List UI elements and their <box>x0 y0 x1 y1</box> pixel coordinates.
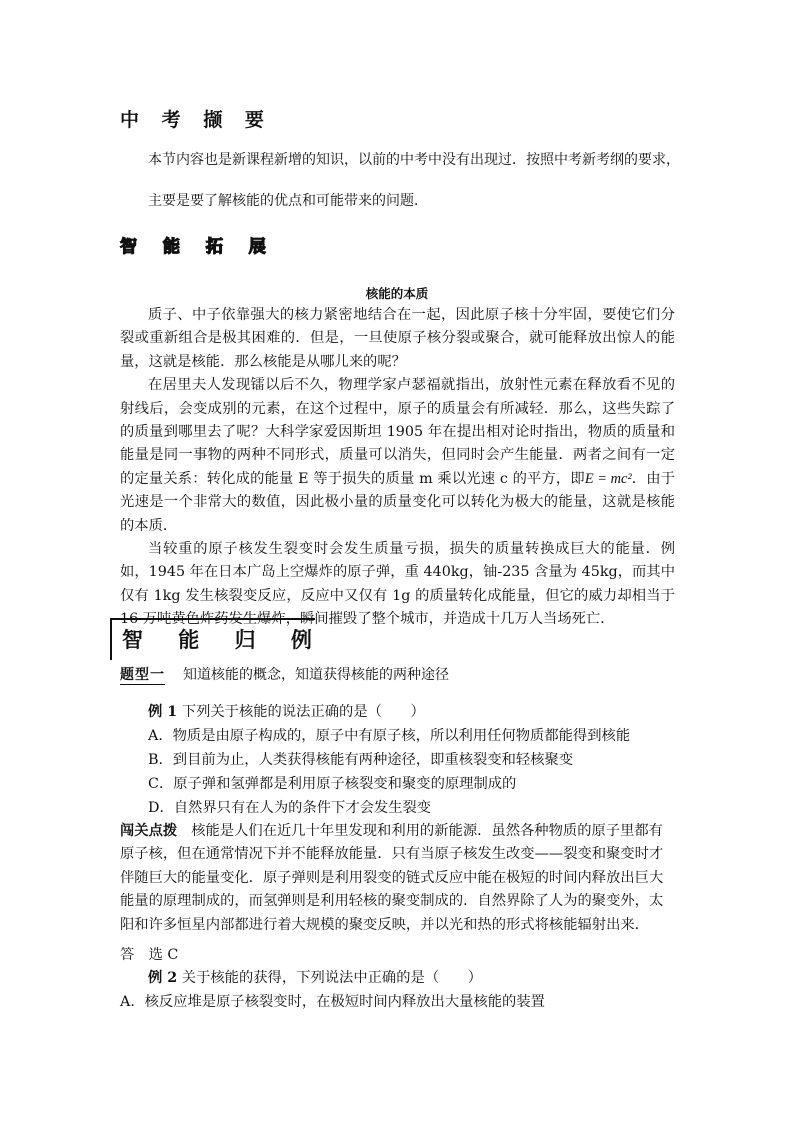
summary-heading: 中 考 撷 要 <box>120 109 272 131</box>
analysis-label: 闯关点拨 <box>120 823 178 839</box>
example1-answer: 答 选 C <box>120 947 179 963</box>
topic-text: 知道核能的概念，知道获得核能的两种途径 <box>183 667 449 683</box>
article-body <box>120 304 675 632</box>
summary-line-2: 主要是要了解核能的优点和可能带来的问题． <box>148 193 428 209</box>
example2-option-a: A．核反应堆是原子核裂变时，在极短时间内释放出大量核能的装置 <box>120 994 545 1010</box>
topic-label: 题型一 <box>120 664 165 685</box>
example2-label: 例 2 <box>148 970 178 986</box>
example2-question-line <box>148 967 482 987</box>
article-paragraph-2-tail: ．由于光速是一个非常大的数值，因此极小量的质量变化可以转化为极大的能量，这就是核能的本质． <box>120 470 675 534</box>
formula-emc2: E = mc² <box>584 470 632 487</box>
example1-question-line <box>148 701 425 721</box>
example1-option-d: D．自然界只有在人为的条件下才会发生裂变 <box>148 800 432 816</box>
extension-heading: 智 能 拓 展 <box>120 237 276 257</box>
example1-label: 例 1 <box>148 704 178 720</box>
article-paragraph-2 <box>120 374 675 538</box>
topic-line <box>120 664 449 685</box>
article-title: 核能的本质 <box>365 286 429 301</box>
article-paragraph-3: 当较重的原子核发生裂变时会发生质量亏损，损失的质量转换成巨大的能量．例如，1945 年在日本广岛上空爆炸的原子弹，重 440kg，铀-235 含量为 45kg，而其中仅有 1kg 发生核裂变反应，反应中又仅有 1g 的质量转化成能量，但它的威力却相当于 16 万吨黄色炸药发生爆炸，瞬间摧毁了整个城市，并造成十几万人当场死亡． <box>120 541 675 628</box>
analysis-text: 核能是人们在近几十年里发现和利用的新能源．虽然各种物质的原子里都有原子核，但在通常情况下并不能释放能量．只有当原子核发生改变——裂变和聚变时才伴随巨大的能量变化．原子弹则是利用裂变的链式反应中能在极短的时间内释放出巨大能量的原理制成的，而氢弹则是利用轻核的聚变制成的．自然界除了人为的聚变外，太阳和许多恒星内部都进行着大规模的聚变反映，并以光和热的形式将核能辐射出来． <box>120 823 664 933</box>
example1-option-b: B．到目前为止，人类获得核能有两种途径，即重核裂变和轻核聚变 <box>148 752 574 768</box>
article-paragraph-2-text: 在居里夫人发现镭以后不久，物理学家卢瑟福就指出，放射性元素在释放看不见的射线后，会变成别的元素，在这个过程中，原子的质量会有所减轻．那么，这些失踪了的质量到哪里去了呢？大科学家爱因斯坦 1905 年在提出相对论时指出，物质的质量和能量是同一事物的两种不同形式，质量可以消失，但同时会产生能量．两者之间有一定的定量关系：转化成的能量 E 等于损失的质量 m 乘以光速 c 的平方，即 <box>120 377 675 487</box>
example1-analysis <box>120 820 675 937</box>
examples-section-heading: 智 能 归 例 <box>122 627 326 652</box>
summary-line-1: 本节内容也是新课程新增的知识，以前的中考中没有出现过．按照中考新考纲的要求， <box>148 152 680 168</box>
example2-question: 关于核能的获得，下列说法中正确的是（ ） <box>181 970 483 986</box>
example1-question: 下列关于核能的说法正确的是（ ） <box>181 704 425 720</box>
example1-option-c: C．原子弹和氢弹都是利用原子核裂变和聚变的原理制成的 <box>148 776 517 792</box>
example1-option-a: A．物质是由原子构成的，原子中有原子核，所以利用任何物质都能得到核能 <box>148 728 631 744</box>
article-paragraph-1: 质子、中子依靠强大的核力紧密地结合在一起，因此原子核十分牢固，要使它们分裂或重新组合是极其困难的．但是，一旦使原子核分裂或聚合，就可能释放出惊人的能量，这就是核能．那么核能是从哪儿来的呢？ <box>120 307 675 370</box>
